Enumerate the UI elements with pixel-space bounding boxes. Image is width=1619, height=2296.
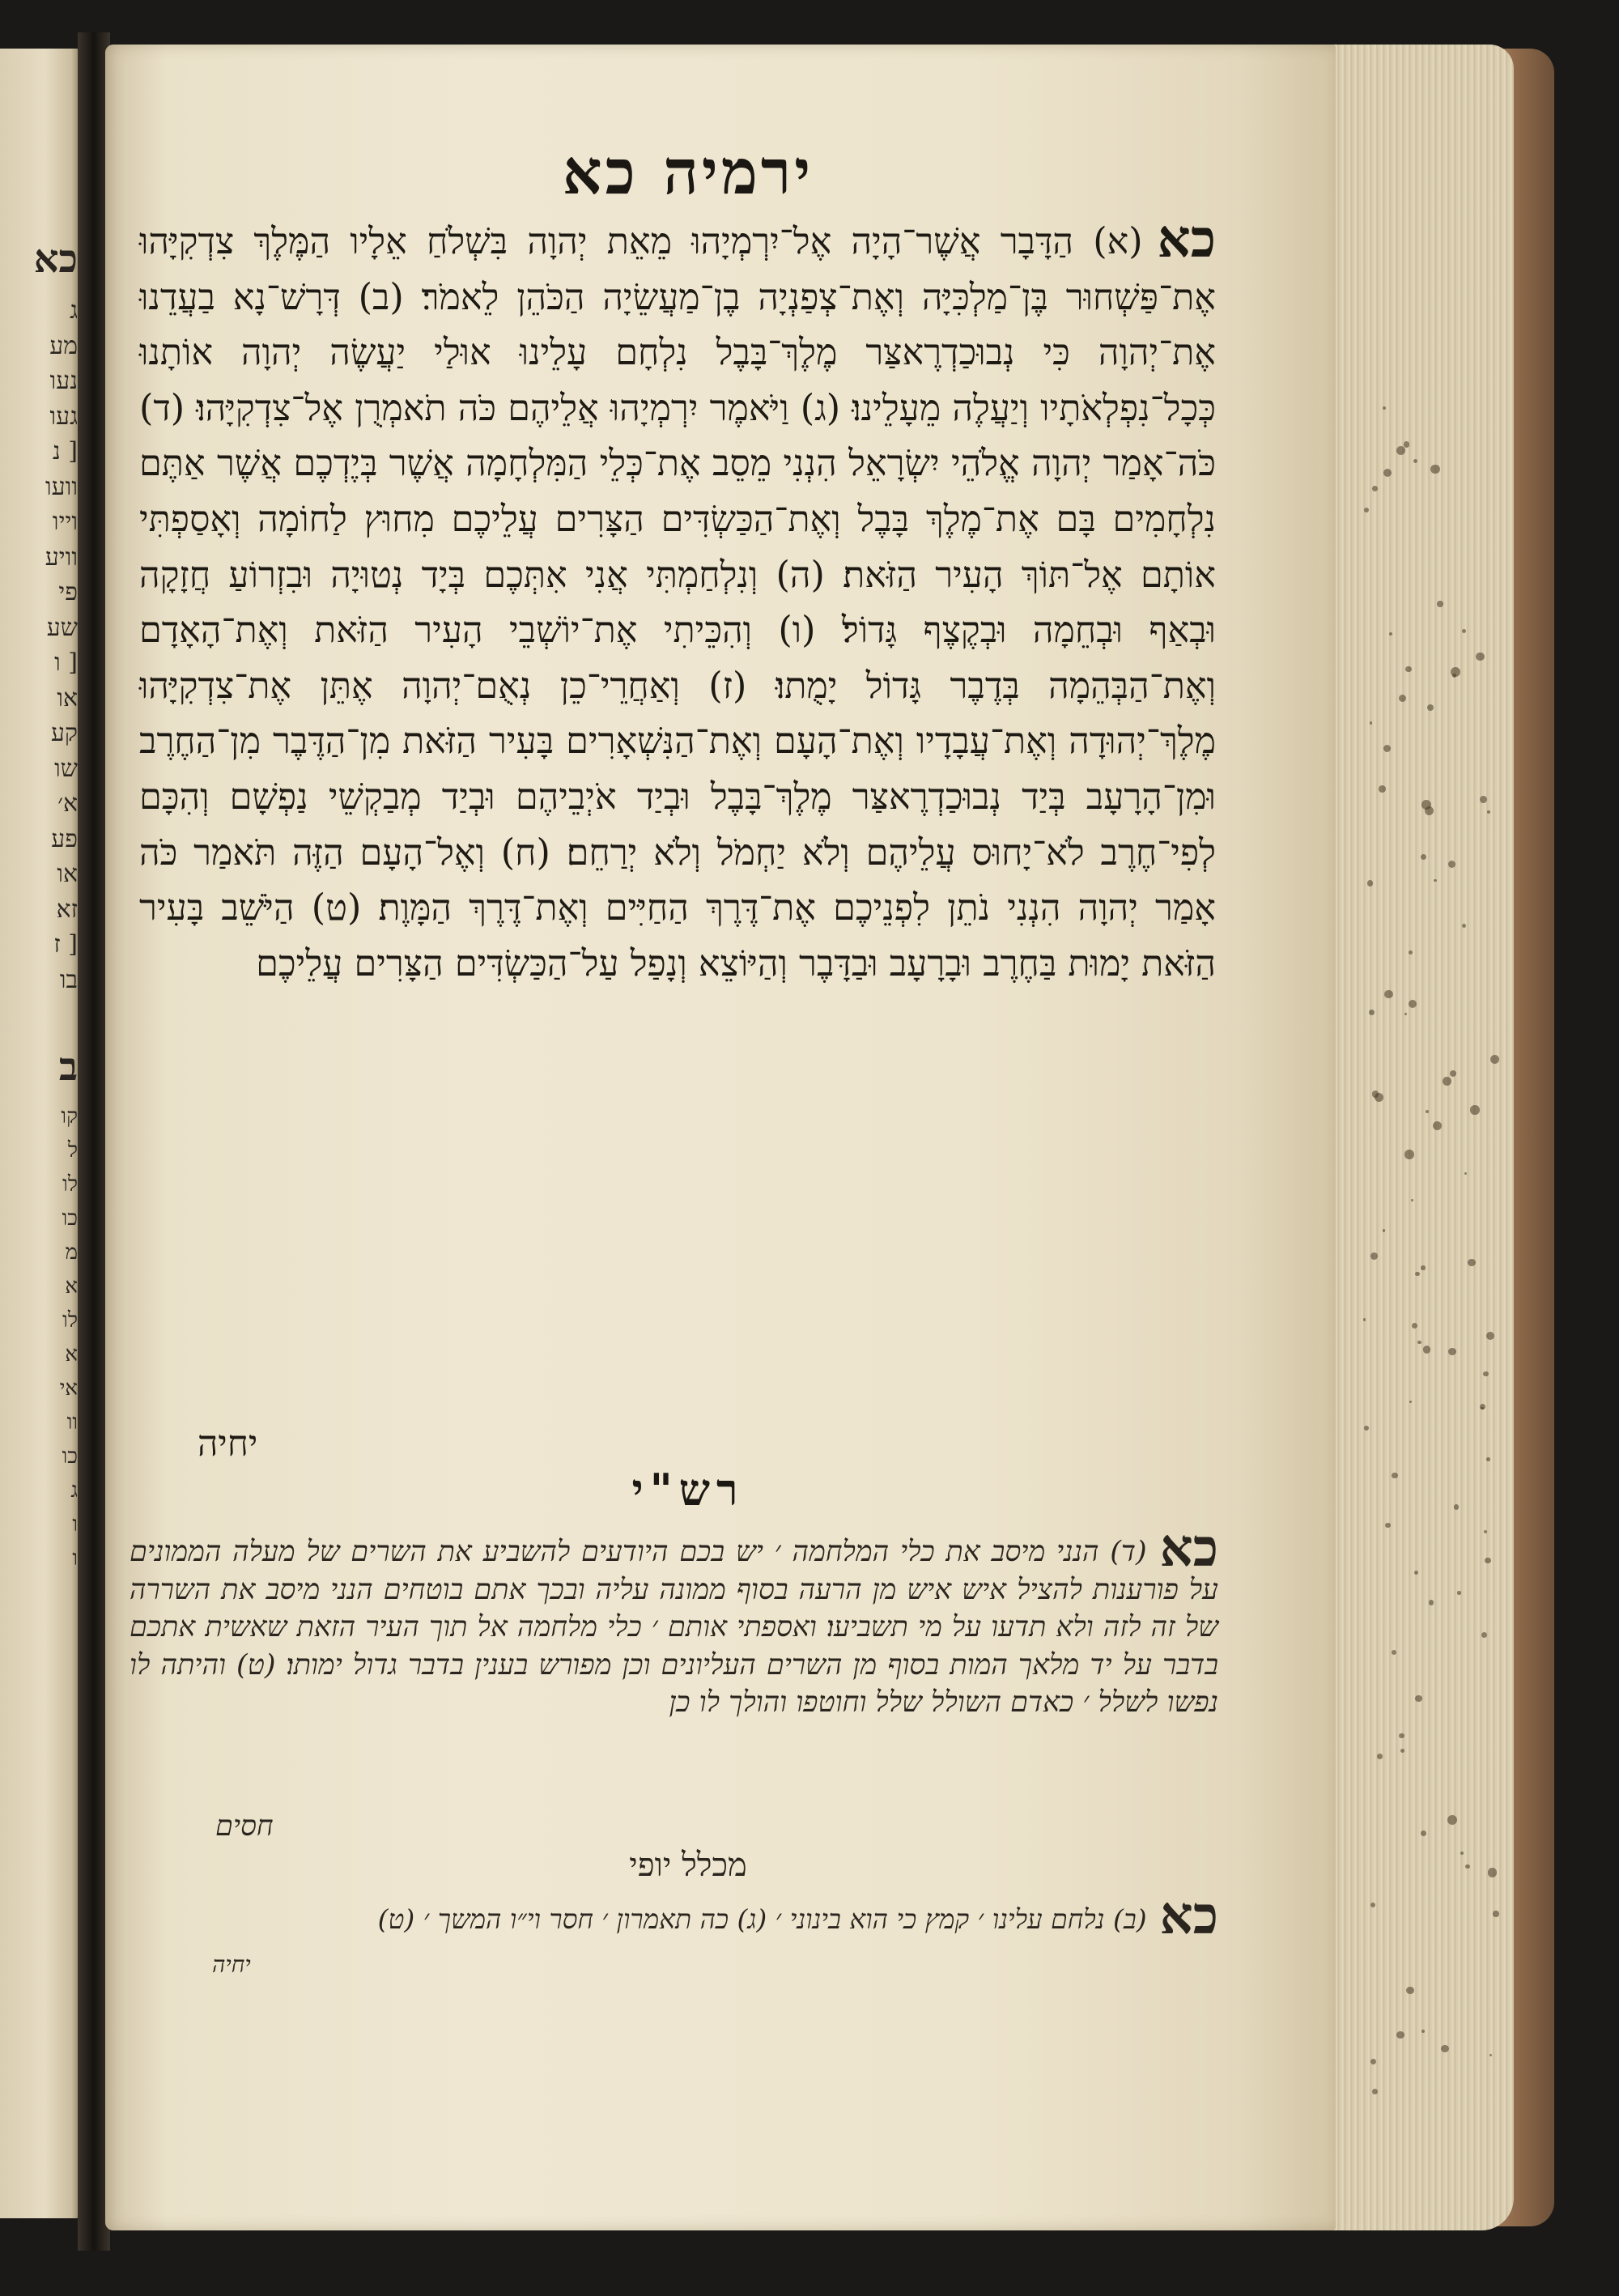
left-page-rows (3, 293, 78, 997)
left-page-row-lower-4: מ (65, 1240, 78, 1265)
foxing-speck (1379, 785, 1386, 793)
foxing-speck (1437, 601, 1443, 606)
foxing-speck (1423, 1346, 1431, 1354)
foxing-speck (1383, 745, 1391, 752)
left-page-row-4: [ נ (53, 437, 78, 466)
bible-text-body: (א) הַדָּבָר אֲשֶׁר־הָיָה אֶל־יִרְמְיָהוּ מֵאֵת יְהוָה בִּשְׁלֹחַ אֵלָיו הַמֶּלֶךְ צִדְקִיָּהוּ אֶת־פַּשְׁחוּר בֶּן־מַלְכִּיָּה וְאֶת־צְפַנְיָה בֶן־מַעֲשֵׂיָה הַכֹּהֵן לֵאמֹר׃ (ב) דְּרָשׁ־נָא בַעֲדֵנוּ אֶת־יְהוָה כִּי נְבוּכַדְרֶאצַּר מֶלֶךְ־בָּבֶל נִלְחָם עָלֵינוּ אוּלַי יַעֲשֶׂה יְהוָה אוֹתָנוּ כְּכָל־נִפְלְאֹתָיו וְיַעֲלֶה מֵעָלֵינוּ׃ (ג) וַיֹּאמֶר יִרְמְיָהוּ אֲלֵיהֶם כֹּה תֹאמְרֻן אֶל־צִדְקִיָּהוּ׃ (ד) כֹּה־אָמַר יְהוָה אֱלֹהֵי יִשְׂרָאֵל הִנְנִי מֵסֵב אֶת־כְּלֵי הַמִּלְחָמָה אֲשֶׁר בְּיֶדְכֶם אֲשֶׁר אַתֶּם נִלְחָמִים בָּם אֶת־מֶלֶךְ בָּבֶל וְאֶת־הַכַּשְׂדִּים הַצָּרִים עֲלֵיכֶם מִחוּץ לַחוֹמָה וְאָסַפְתִּי אוֹתָם אֶל־תּוֹךְ הָעִיר הַזֹּאת׃ (ה) וְנִלְחַמְתִּי אֲנִי אִתְּכֶם בְּיָד נְטוּיָה וּבִזְרוֹעַ חֲזָקָה וּבְאַף וּבְחֵמָה וּבְקֶצֶף גָּדוֹל׃ (ו) וְהִכֵּיתִי אֶת־יוֹשְׁבֵי הָעִיר הַזֹּאת וְאֶת־הָאָדָם וְאֶת־הַבְּהֵמָה בְּדֶבֶר גָּדוֹל יָמֻתוּ׃ (ז) וְאַחֲרֵי־כֵן נְאֻם־יְהוָה אֶתֵּן אֶת־צִדְקִיָּהוּ מֶלֶךְ־יְהוּדָה וְאֶת־עֲבָדָיו וְאֶת־הָעָם וְאֶת־הַנִּשְׁאָרִים בָּעִיר הַזֹּאת מִן־הַדֶּבֶר מִן־הַחֶרֶב וּמִן־הָרָעָב בְּיַד נְבוּכַדְרֶאצַּר מֶלֶךְ־בָּבֶל וּבְיַד אֹיְבֵיהֶם וּבְיַד מְבַקְשֵׁי נַפְשָׁם וְהִכָּם לְפִי־חֶרֶב לֹא־יָחוּס עֲלֵיהֶם וְלֹא יַחְמֹל וְלֹא יְרַחֵם׃ (ח) וְאֶל־הָעָם הַזֶּה תֹּאמַר כֹּה אָמַר יְהוָה הִנְנִי נֹתֵן לִפְנֵיכֶם אֶת־דֶּרֶךְ הַחַיִּים וְאֶת־דֶּרֶךְ הַמָּוֶת׃ (ט) הַיֹּשֵׁב בָּעִיר הַזֹּאת יָמוּת בַּחֶרֶב וּבָרָעָב וּבַדָּבֶר וְהַיּוֹצֵא וְנָפַל עַל־הַכַּשְׂדִּים הַצָּרִים עֲלֵיכֶם (138, 221, 1216, 984)
left-page-row-11: או (57, 683, 78, 712)
foxing-speck (1486, 1457, 1489, 1461)
foxing-speck (1448, 1348, 1456, 1356)
foxing-speck (1389, 632, 1392, 636)
left-page-row-13: שו (54, 754, 78, 783)
rashi-body: (ד) הנני מיסב את כלי המלחמה ׳ יש בכם היודעים להשביע את השרים של מעלה הממונים על פורענות להציל איש איש מן הרעה בסוף ממונה עליה ובכך אתם בוטחים הנני מיסב את השררה של זה לזה ולא תדעו על מי תשביעו׃ ואספתי אותם ׳ כלי מלחמה אל תוך העיר הזאת שאשית אתכם בדבר על יד מלאך המות בסוף מן השרים העליונים וכן מפורש בענין בדבר גדול ימותו׃ (ט) והיתה לו נפשו לשלל ׳ כאדם השולל שלל וחוטפו והולך לו כן (130, 1536, 1218, 1719)
left-page-row-0: ג (70, 296, 78, 325)
left-page-row-1: מע (49, 331, 78, 360)
left-page-row-lower-1: ל (67, 1138, 78, 1163)
left-page-row-lower-9: וו (66, 1410, 78, 1435)
foxing-speck (1385, 1523, 1391, 1529)
foxing-speck (1392, 1473, 1397, 1478)
foxing-speck (1480, 796, 1487, 803)
left-page-row-3: געו (49, 402, 78, 431)
foxing-speck (1486, 1332, 1494, 1340)
left-page-row-12: קע (50, 719, 78, 747)
foxing-speck (1426, 1110, 1429, 1113)
rashi-catchword: חסים (215, 1810, 274, 1843)
foxing-speck (1411, 1199, 1413, 1201)
foxing-speck (1367, 880, 1373, 886)
left-page-subheading: ב (58, 1044, 78, 1090)
foxing-speck (1421, 854, 1426, 860)
foxing-speck (1409, 1000, 1417, 1008)
left-page-row-lower-8: אי (59, 1376, 78, 1401)
left-page-edge (0, 49, 81, 2218)
rashi-commentary (130, 1518, 1218, 1722)
left-page-row-lower-3: כו (62, 1206, 78, 1231)
foxing-speck (1399, 695, 1406, 702)
foxing-speck (1450, 1070, 1456, 1077)
left-page-row-19: בו (59, 965, 78, 994)
left-page-row-17: זא (56, 895, 78, 924)
foxing-speck (1429, 1600, 1434, 1605)
rashi-chapter-number: כא (1159, 1518, 1218, 1579)
foxing-speck (1447, 1815, 1457, 1825)
foxing-speck (1441, 2045, 1449, 2053)
chapter-number: כא (1157, 209, 1216, 270)
foxing-speck (1421, 2030, 1425, 2033)
left-page-row-lower-7: א (65, 1342, 78, 1367)
foxing-speck (1464, 1172, 1467, 1175)
mikhlal-yofi-heading: מכלל יופי (629, 1847, 747, 1884)
foxing-speck (1415, 1272, 1419, 1276)
rashi-heading: רש"י (631, 1464, 745, 1516)
left-page-row-lower-0: קו (61, 1104, 78, 1129)
foxing-speck (1421, 1265, 1425, 1269)
left-page-row-lower-11: ג (70, 1478, 78, 1503)
foxing-speck (1481, 1632, 1487, 1638)
foxing-speck (1396, 2031, 1404, 2039)
foxing-speck (1490, 1055, 1499, 1064)
foxing-speck (1457, 1591, 1460, 1594)
foxing-speck (1434, 879, 1436, 882)
foxing-speck (1363, 1318, 1366, 1321)
left-page-row-5: וועו (45, 472, 78, 501)
left-page-rows-lower (3, 1099, 78, 1575)
bible-text (138, 209, 1216, 992)
foxing-speck (1364, 1426, 1369, 1431)
foxing-speck (1485, 1558, 1490, 1563)
left-page-row-10: [ ו (54, 648, 78, 677)
left-page-heading: כא (33, 236, 78, 282)
foxing-speck (1412, 1323, 1417, 1329)
foxing-speck (1448, 861, 1455, 868)
left-page-row-9: שע (46, 613, 78, 642)
left-page-row-lower-2: לו (62, 1172, 78, 1197)
foxing-speck (1465, 1864, 1469, 1869)
left-page-row-7: וויע (45, 542, 78, 572)
foxing-speck (1487, 810, 1490, 814)
foxing-speck (1493, 1911, 1498, 1916)
foxing-speck (1404, 1150, 1414, 1159)
foxing-speck (1370, 1252, 1378, 1260)
foxing-speck (1415, 1695, 1421, 1702)
foxing-speck (1468, 1259, 1476, 1267)
foxing-speck (1370, 2059, 1376, 2064)
left-page-row-2: נעו (49, 367, 78, 395)
left-page-row-6: וייו (52, 508, 78, 536)
left-page-row-16: או (57, 860, 78, 888)
left-page-row-lower-5: א (65, 1274, 78, 1299)
mikhlal-body: (ב) נלחם עלינו ׳ קמץ כי הוא בינוני ׳ (ג) כה תאמרון ׳ חסר וי״ו המשך ׳ (ט) (377, 1903, 1147, 1935)
foxing-speck (1488, 1868, 1498, 1877)
left-page-row-8: פי (58, 578, 78, 606)
mikhlal-chapter-number: כא (1159, 1886, 1218, 1946)
page-block-edges (1328, 45, 1514, 2230)
foxing-speck (1425, 806, 1434, 815)
left-page-row-lower-13: ו (72, 1546, 78, 1571)
foxing-speck (1451, 667, 1460, 677)
foxing-speck (1483, 1371, 1489, 1377)
foxing-speck (1364, 508, 1369, 512)
left-page-row-15: פע (51, 824, 78, 853)
foxing-speck (1427, 704, 1434, 711)
left-page-row-18: [ ז (53, 930, 78, 959)
left-page-glyphs (3, 235, 78, 1575)
left-page-row-lower-12: ו (72, 1512, 78, 1537)
foxing-speck (1384, 990, 1392, 998)
left-page-row-lower-6: לו (62, 1308, 78, 1333)
foxing-speck (1383, 469, 1392, 477)
left-page-row-14: א׳ (57, 789, 78, 818)
left-page-row-lower-10: כו (62, 1444, 78, 1469)
foxing-speck (1470, 1105, 1480, 1115)
foxing-speck (1476, 653, 1484, 661)
running-head: ירמיה כא (562, 136, 814, 208)
mikhlal-yofi-commentary (130, 1886, 1218, 1946)
mikhlal-catchword: יחיה (212, 1951, 251, 1978)
catchword: יחיה (198, 1423, 258, 1465)
